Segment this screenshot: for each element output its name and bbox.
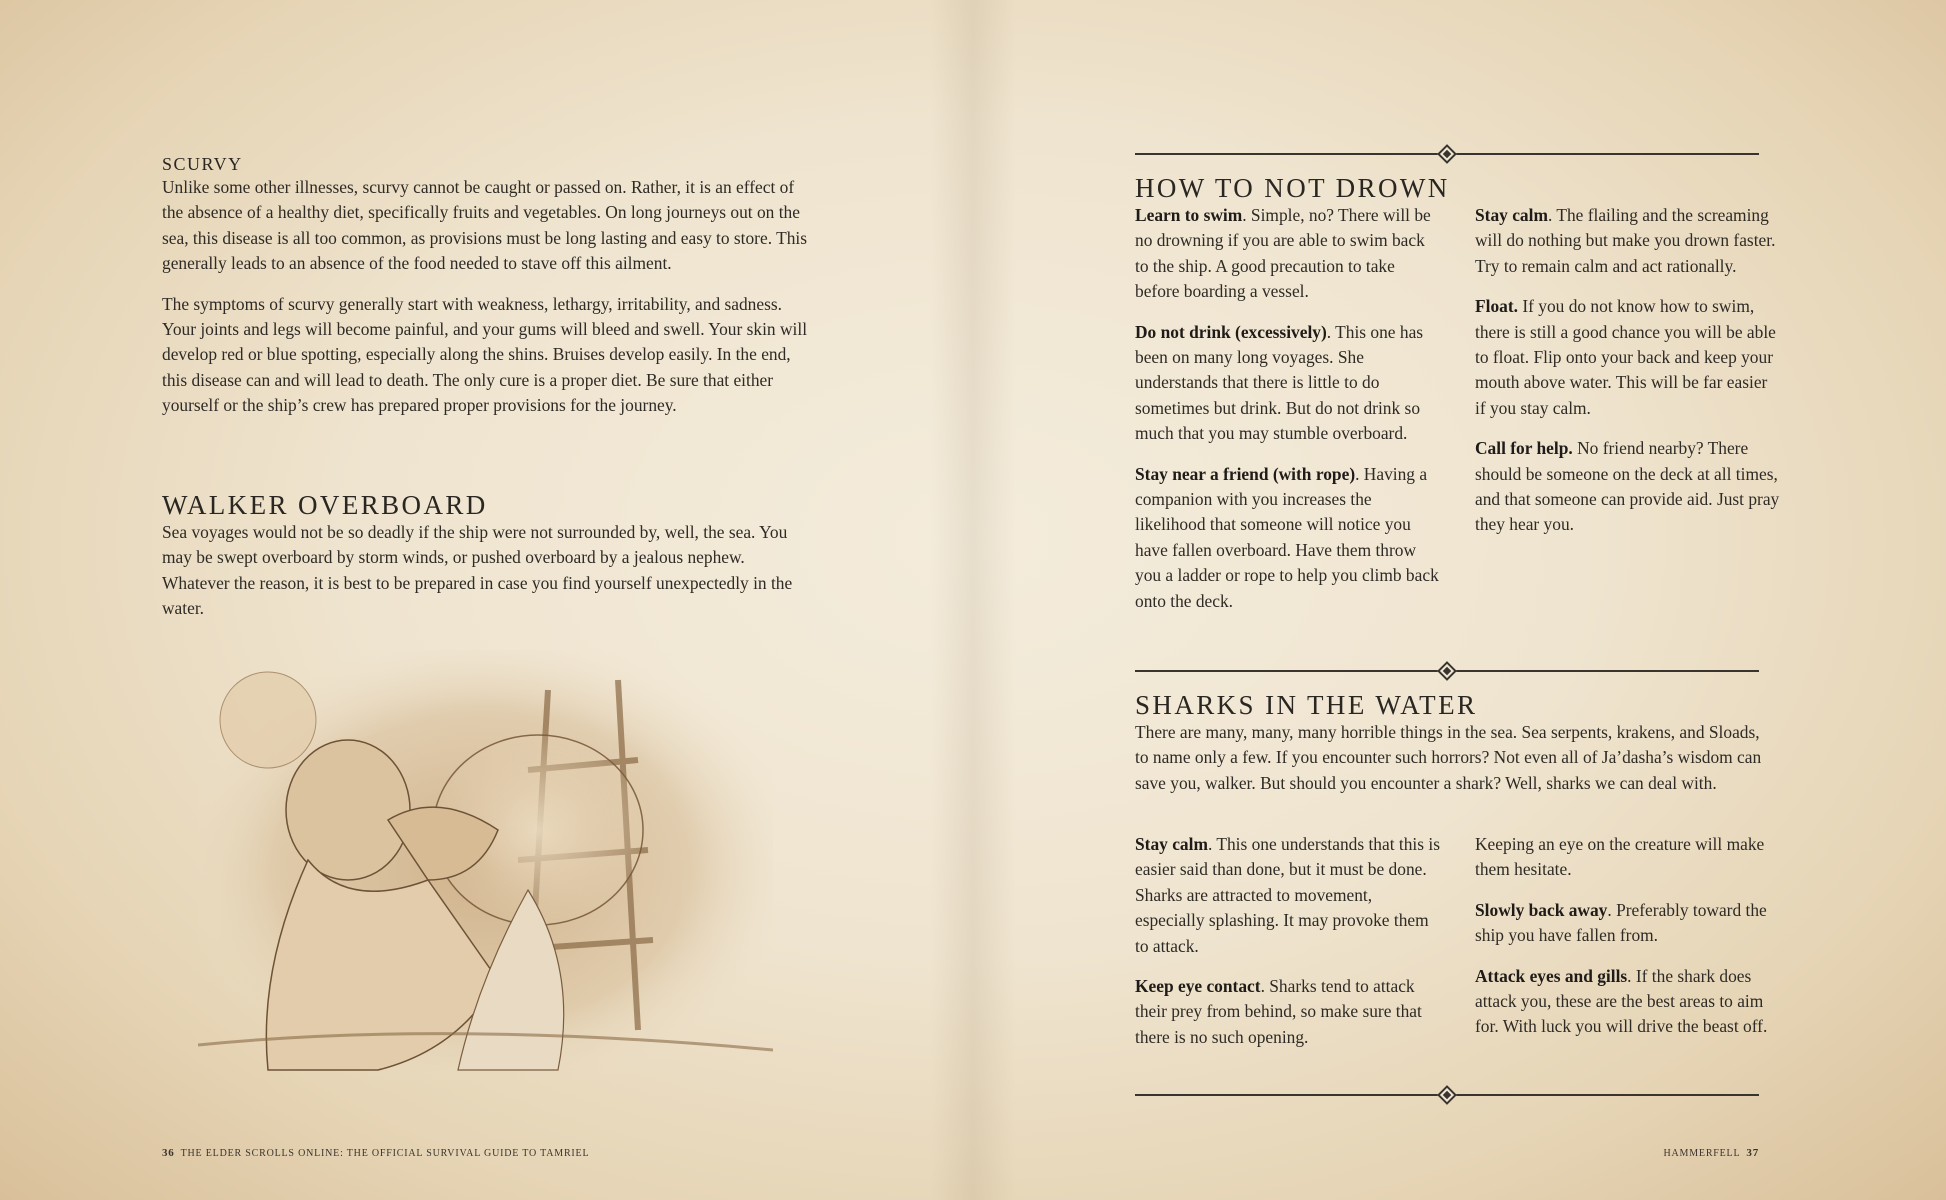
right-page (973, 0, 1946, 1200)
left-page-number: 36 (162, 1147, 175, 1159)
shark-tip-stay-calm: Stay calm. This one understands that this is easier said than done, but it must be done. Sharks are attracted to movement, especially splashing. It may provoke them to attack. (1135, 834, 1440, 956)
scurvy-paragraph-1: Unlike some other illnesses, scurvy cannot be caught or passed on. Rather, it is an effect of the absence of a healthy diet, specifically fruits and vegetables. On long journeys out on the sea, this disease is all too common, as provisions must be long lasting and easy to store. This generally leads to an absence of the food needed to stave off this ailment. (162, 177, 807, 274)
drown-tip-call-for-help: Call for help. No friend nearby? There should be someone on the deck at all times, and that someone can provide aid. Just pray they hear you. (1475, 438, 1780, 535)
scurvy-paragraph-2: The symptoms of scurvy generally start with weakness, lethargy, irritability, and sadness. Your joints and legs will become painful, and your gums will bleed and swell. Your skin will develop red or blue spotting, especially along the shins. Bruises develop easily. In the end, this disease can and will lead to death. The only cure is a proper diet. Be sure that either yourself or the ship’s crew has prepared proper provisions for the journey. (162, 293, 808, 416)
drown-column-2 (1475, 203, 1781, 538)
sharks-column-2 (1475, 832, 1781, 1040)
how-to-not-drown-heading: HOW TO NOT DROWN (1135, 173, 1450, 203)
sailor-illustration (198, 650, 773, 1080)
diamond-ornament-icon (1437, 144, 1457, 164)
right-footer (1663, 1147, 1759, 1159)
walker-overboard-paragraph: Sea voyages would not be so deadly if the ship were not surrounded by, well, the sea. You may be swept overboard by storm winds, or pushed overboard by a jealous nephew. Whatever the reason, it is best to be prepared in case you find yourself unexpectedly in the water. (162, 522, 793, 619)
diamond-ornament-icon (1437, 1085, 1457, 1105)
top-ornament-rule (1135, 153, 1759, 155)
how-to-not-drown-section (1135, 173, 1759, 203)
sharks-heading: SHARKS IN THE WATER (1135, 690, 1478, 720)
scurvy-section (162, 154, 818, 419)
shark-tip-keep-eye-continued: Keeping an eye on the creature will make them hesitate. (1475, 834, 1765, 880)
drown-tip-stay-calm: Stay calm. The flailing and the screaming will do nothing but make you drown faster. Try to remain calm and act rationally. (1475, 205, 1776, 276)
drown-tip-float: Float. If you do not know how to swim, there is still a good chance you will be able to float. Flip onto your back and keep your mouth above water. This will be far easier if you stay calm. (1475, 296, 1776, 418)
walker-overboard-heading: WALKER OVERBOARD (162, 490, 488, 520)
book-title: THE ELDER SCROLLS ONLINE: THE OFFICIAL SURVIVAL GUIDE TO TAMRIEL (180, 1148, 590, 1159)
left-footer (162, 1147, 589, 1159)
drown-tip-do-not-drink: Do not drink (excessively). This one has been on many long voyages. She understands that there is little to do sometimes but drink. But do not drink so much that you may stumble overboard. (1135, 321, 1424, 444)
middle-ornament-rule (1135, 670, 1759, 672)
scurvy-heading: SCURVY (162, 154, 243, 174)
section-name: HAMMERFELL (1663, 1148, 1741, 1159)
shark-tip-attack-eyes-gills: Attack eyes and gills. If the shark does attack you, these are the best areas to aim for. With luck you will drive the beast off. (1475, 965, 1768, 1037)
drown-column-1 (1135, 203, 1441, 614)
shark-tip-keep-eye-contact: Keep eye contact. Sharks tend to attack their prey from behind, so make sure that there is no such opening. (1135, 976, 1422, 1047)
right-page-number: 37 (1746, 1147, 1759, 1159)
walker-overboard-section (162, 490, 798, 622)
bottom-ornament-rule (1135, 1094, 1759, 1096)
drown-tip-stay-near-friend: Stay near a friend (with rope). Having a companion with you increases the likelihood that someone will notice you have fallen overboard. Have them throw you a ladder or rope to help you climb back onto the deck. (1135, 463, 1439, 611)
drown-tip-learn-to-swim: Learn to swim. Simple, no? There will be no drowning if you are able to swim back to the ship. A good precaution to take before boarding a vessel. (1135, 205, 1431, 302)
sharks-column-1 (1135, 832, 1441, 1050)
shark-tip-slowly-back-away: Slowly back away. Preferably toward the ship you have fallen from. (1475, 899, 1767, 946)
diamond-ornament-icon (1437, 661, 1457, 681)
sharks-intro: There are many, many, many horrible things in the sea. Sea serpents, krakens, and Sloads, to name only a few. If you encounter such horrors? Not even all of Ja’dasha’s wisdom can save you, walker. But should you encounter a shark? Well, sharks we can deal with. (1135, 722, 1762, 793)
sharks-section (1135, 690, 1763, 796)
